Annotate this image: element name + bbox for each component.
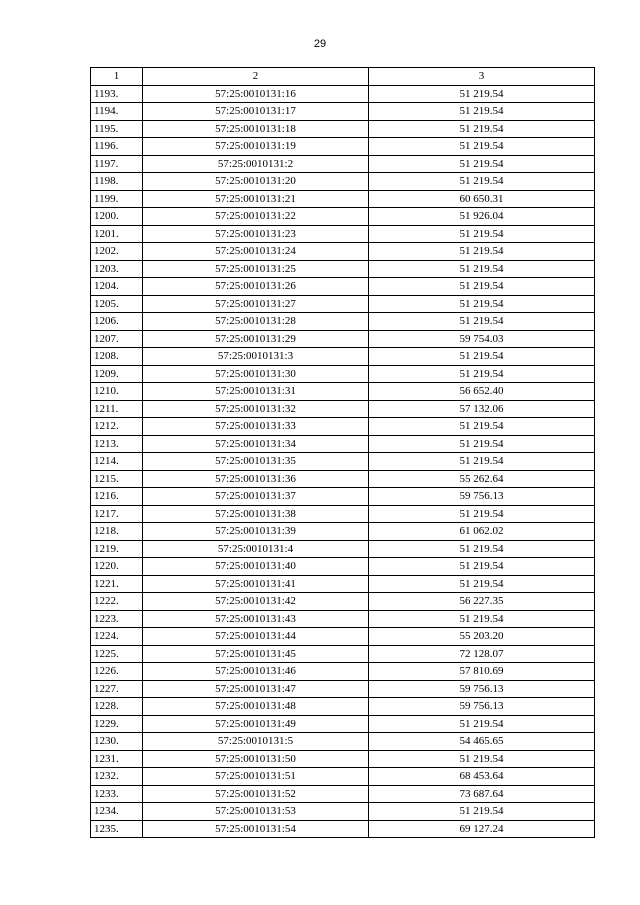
table-row xyxy=(91,243,595,261)
cadastral-number-cell: 57:25:0010131:46 xyxy=(143,663,369,681)
cadastral-number-cell: 57:25:0010131:44 xyxy=(143,628,369,646)
table-row xyxy=(91,575,595,593)
table-row xyxy=(91,103,595,121)
row-number-cell: 1223. xyxy=(91,610,143,628)
cadastral-number-cell: 57:25:0010131:28 xyxy=(143,313,369,331)
cadastral-number-cell: 57:25:0010131:3 xyxy=(143,348,369,366)
cadastral-number-cell: 57:25:0010131:37 xyxy=(143,488,369,506)
cadastral-number-cell: 57:25:0010131:23 xyxy=(143,225,369,243)
value-cell: 51 219.54 xyxy=(369,558,595,576)
cadastral-number-cell: 57:25:0010131:22 xyxy=(143,208,369,226)
cadastral-number-cell: 57:25:0010131:48 xyxy=(143,698,369,716)
row-number-cell: 1198. xyxy=(91,173,143,191)
table-row xyxy=(91,628,595,646)
value-cell: 59 756.13 xyxy=(369,488,595,506)
value-cell: 51 219.54 xyxy=(369,260,595,278)
row-number-cell: 1196. xyxy=(91,138,143,156)
cadastral-number-cell: 57:25:0010131:20 xyxy=(143,173,369,191)
cadastral-number-cell: 57:25:0010131:52 xyxy=(143,785,369,803)
value-cell: 51 219.54 xyxy=(369,750,595,768)
table-row xyxy=(91,785,595,803)
value-cell: 51 219.54 xyxy=(369,540,595,558)
row-number-cell: 1213. xyxy=(91,435,143,453)
value-cell: 51 219.54 xyxy=(369,453,595,471)
value-cell: 73 687.64 xyxy=(369,785,595,803)
row-number-cell: 1224. xyxy=(91,628,143,646)
row-number-cell: 1211. xyxy=(91,400,143,418)
cadastral-number-cell: 57:25:0010131:47 xyxy=(143,680,369,698)
cadastral-number-cell: 57:25:0010131:54 xyxy=(143,820,369,838)
row-number-cell: 1193. xyxy=(91,85,143,103)
cadastral-number-cell: 57:25:0010131:43 xyxy=(143,610,369,628)
table-row xyxy=(91,348,595,366)
table-row xyxy=(91,138,595,156)
row-number-cell: 1209. xyxy=(91,365,143,383)
table-row xyxy=(91,698,595,716)
table-row xyxy=(91,418,595,436)
cadastral-number-cell: 57:25:0010131:25 xyxy=(143,260,369,278)
column-header-3: 3 xyxy=(369,68,595,86)
cadastral-number-cell: 57:25:0010131:26 xyxy=(143,278,369,296)
row-number-cell: 1225. xyxy=(91,645,143,663)
table-row xyxy=(91,208,595,226)
row-number-cell: 1234. xyxy=(91,803,143,821)
table-row xyxy=(91,715,595,733)
value-cell: 51 219.54 xyxy=(369,103,595,121)
table-row xyxy=(91,383,595,401)
value-cell: 51 219.54 xyxy=(369,575,595,593)
value-cell: 51 219.54 xyxy=(369,803,595,821)
table-row xyxy=(91,453,595,471)
value-cell: 57 810.69 xyxy=(369,663,595,681)
row-number-cell: 1215. xyxy=(91,470,143,488)
row-number-cell: 1227. xyxy=(91,680,143,698)
cadastral-number-cell: 57:25:0010131:24 xyxy=(143,243,369,261)
row-number-cell: 1218. xyxy=(91,523,143,541)
cadastral-number-cell: 57:25:0010131:30 xyxy=(143,365,369,383)
value-cell: 54 465.65 xyxy=(369,733,595,751)
value-cell: 51 219.54 xyxy=(369,155,595,173)
row-number-cell: 1206. xyxy=(91,313,143,331)
table-row xyxy=(91,295,595,313)
cadastral-number-cell: 57:25:0010131:39 xyxy=(143,523,369,541)
cadastral-number-cell: 57:25:0010131:41 xyxy=(143,575,369,593)
data-table xyxy=(90,67,595,838)
row-number-cell: 1202. xyxy=(91,243,143,261)
row-number-cell: 1220. xyxy=(91,558,143,576)
value-cell: 51 219.54 xyxy=(369,365,595,383)
cadastral-number-cell: 57:25:0010131:36 xyxy=(143,470,369,488)
cadastral-number-cell: 57:25:0010131:32 xyxy=(143,400,369,418)
table-row xyxy=(91,278,595,296)
cadastral-number-cell: 57:25:0010131:51 xyxy=(143,768,369,786)
value-cell: 51 219.54 xyxy=(369,313,595,331)
cadastral-number-cell: 57:25:0010131:38 xyxy=(143,505,369,523)
table-row xyxy=(91,593,595,611)
value-cell: 72 128.07 xyxy=(369,645,595,663)
table-row xyxy=(91,680,595,698)
table-row xyxy=(91,173,595,191)
cadastral-number-cell: 57:25:0010131:53 xyxy=(143,803,369,821)
row-number-cell: 1203. xyxy=(91,260,143,278)
table-row xyxy=(91,155,595,173)
row-number-cell: 1232. xyxy=(91,768,143,786)
cadastral-number-cell: 57:25:0010131:45 xyxy=(143,645,369,663)
cadastral-number-cell: 57:25:0010131:21 xyxy=(143,190,369,208)
value-cell: 51 219.54 xyxy=(369,225,595,243)
table-row xyxy=(91,400,595,418)
row-number-cell: 1228. xyxy=(91,698,143,716)
cadastral-number-cell: 57:25:0010131:49 xyxy=(143,715,369,733)
value-cell: 59 756.13 xyxy=(369,680,595,698)
cadastral-number-cell: 57:25:0010131:27 xyxy=(143,295,369,313)
table-row xyxy=(91,768,595,786)
cadastral-number-cell: 57:25:0010131:42 xyxy=(143,593,369,611)
row-number-cell: 1205. xyxy=(91,295,143,313)
value-cell: 61 062.02 xyxy=(369,523,595,541)
table-row xyxy=(91,523,595,541)
table-row xyxy=(91,488,595,506)
row-number-cell: 1212. xyxy=(91,418,143,436)
cadastral-number-cell: 57:25:0010131:5 xyxy=(143,733,369,751)
row-number-cell: 1195. xyxy=(91,120,143,138)
value-cell: 55 203.20 xyxy=(369,628,595,646)
value-cell: 60 650.31 xyxy=(369,190,595,208)
row-number-cell: 1222. xyxy=(91,593,143,611)
value-cell: 56 652.40 xyxy=(369,383,595,401)
value-cell: 51 219.54 xyxy=(369,295,595,313)
value-cell: 51 219.54 xyxy=(369,138,595,156)
table-row xyxy=(91,803,595,821)
table-row xyxy=(91,260,595,278)
table-row xyxy=(91,505,595,523)
table-row xyxy=(91,820,595,838)
row-number-cell: 1199. xyxy=(91,190,143,208)
value-cell: 55 262.64 xyxy=(369,470,595,488)
table-row xyxy=(91,645,595,663)
row-number-cell: 1233. xyxy=(91,785,143,803)
value-cell: 56 227.35 xyxy=(369,593,595,611)
table-row xyxy=(91,540,595,558)
table-row xyxy=(91,750,595,768)
cadastral-number-cell: 57:25:0010131:18 xyxy=(143,120,369,138)
cadastral-number-cell: 57:25:0010131:34 xyxy=(143,435,369,453)
table-body xyxy=(91,85,595,838)
value-cell: 68 453.64 xyxy=(369,768,595,786)
value-cell: 51 926.04 xyxy=(369,208,595,226)
row-number-cell: 1201. xyxy=(91,225,143,243)
value-cell: 51 219.54 xyxy=(369,418,595,436)
table-row xyxy=(91,470,595,488)
row-number-cell: 1207. xyxy=(91,330,143,348)
value-cell: 51 219.54 xyxy=(369,348,595,366)
page-number: 29 xyxy=(313,38,327,50)
table-row xyxy=(91,733,595,751)
cadastral-number-cell: 57:25:0010131:33 xyxy=(143,418,369,436)
cadastral-number-cell: 57:25:0010131:16 xyxy=(143,85,369,103)
value-cell: 51 219.54 xyxy=(369,435,595,453)
table-row xyxy=(91,120,595,138)
row-number-cell: 1221. xyxy=(91,575,143,593)
value-cell: 51 219.54 xyxy=(369,85,595,103)
row-number-cell: 1210. xyxy=(91,383,143,401)
row-number-cell: 1231. xyxy=(91,750,143,768)
table-row xyxy=(91,225,595,243)
value-cell: 51 219.54 xyxy=(369,120,595,138)
cadastral-number-cell: 57:25:0010131:31 xyxy=(143,383,369,401)
value-cell: 51 219.54 xyxy=(369,610,595,628)
table-header-row xyxy=(91,68,595,86)
table-row xyxy=(91,330,595,348)
table-row xyxy=(91,365,595,383)
value-cell: 59 756.13 xyxy=(369,698,595,716)
row-number-cell: 1217. xyxy=(91,505,143,523)
value-cell: 51 219.54 xyxy=(369,173,595,191)
value-cell: 51 219.54 xyxy=(369,243,595,261)
table-row xyxy=(91,313,595,331)
cadastral-number-cell: 57:25:0010131:4 xyxy=(143,540,369,558)
row-number-cell: 1204. xyxy=(91,278,143,296)
value-cell: 69 127.24 xyxy=(369,820,595,838)
row-number-cell: 1235. xyxy=(91,820,143,838)
cadastral-number-cell: 57:25:0010131:29 xyxy=(143,330,369,348)
value-cell: 51 219.54 xyxy=(369,715,595,733)
row-number-cell: 1194. xyxy=(91,103,143,121)
row-number-cell: 1230. xyxy=(91,733,143,751)
row-number-cell: 1219. xyxy=(91,540,143,558)
cadastral-number-cell: 57:25:0010131:17 xyxy=(143,103,369,121)
table-row xyxy=(91,558,595,576)
row-number-cell: 1216. xyxy=(91,488,143,506)
cadastral-number-cell: 57:25:0010131:35 xyxy=(143,453,369,471)
row-number-cell: 1200. xyxy=(91,208,143,226)
column-header-2: 2 xyxy=(143,68,369,86)
table-row xyxy=(91,85,595,103)
column-header-1: 1 xyxy=(91,68,143,86)
cadastral-number-cell: 57:25:0010131:19 xyxy=(143,138,369,156)
table-row xyxy=(91,435,595,453)
table-row xyxy=(91,663,595,681)
value-cell: 51 219.54 xyxy=(369,278,595,296)
row-number-cell: 1214. xyxy=(91,453,143,471)
cadastral-number-cell: 57:25:0010131:40 xyxy=(143,558,369,576)
value-cell: 51 219.54 xyxy=(369,505,595,523)
table-row xyxy=(91,610,595,628)
row-number-cell: 1197. xyxy=(91,155,143,173)
cadastral-number-cell: 57:25:0010131:50 xyxy=(143,750,369,768)
row-number-cell: 1208. xyxy=(91,348,143,366)
row-number-cell: 1229. xyxy=(91,715,143,733)
cadastral-number-cell: 57:25:0010131:2 xyxy=(143,155,369,173)
value-cell: 59 754.03 xyxy=(369,330,595,348)
value-cell: 57 132.06 xyxy=(369,400,595,418)
row-number-cell: 1226. xyxy=(91,663,143,681)
table-row xyxy=(91,190,595,208)
